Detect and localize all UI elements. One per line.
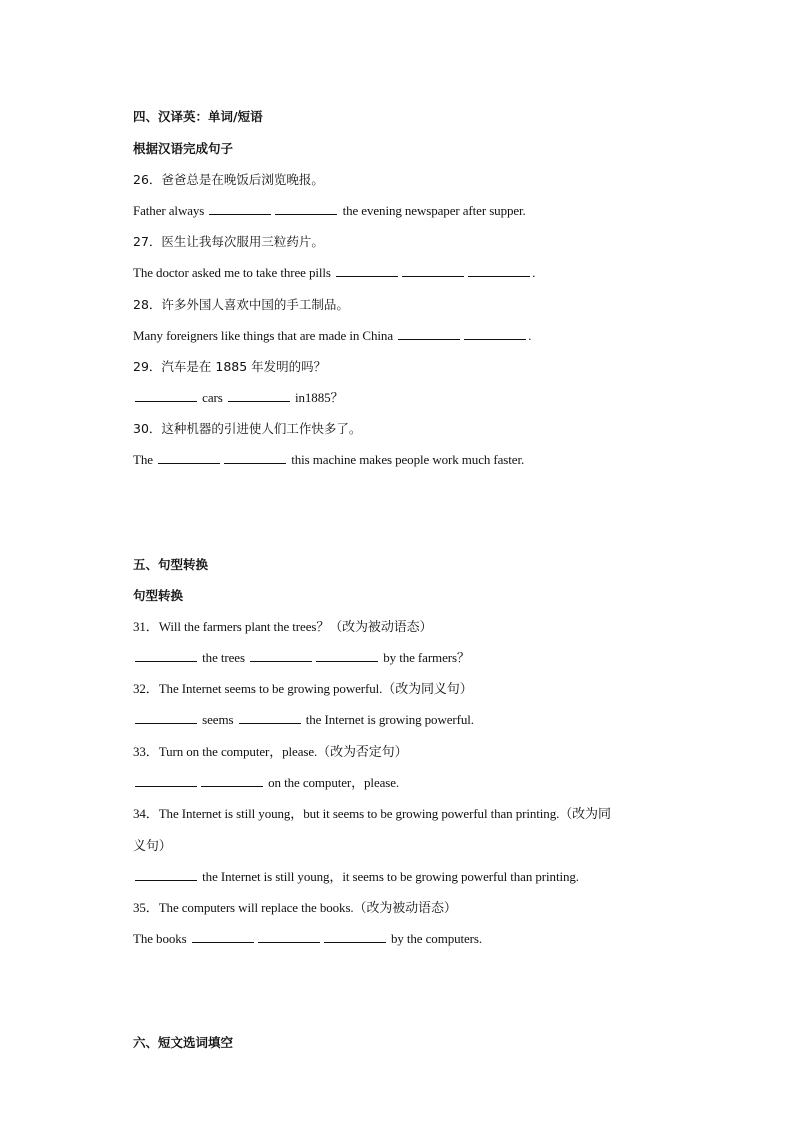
blank[interactable] <box>209 203 271 215</box>
answer-text: Many foreigners like things that are made in China <box>133 328 393 343</box>
answer-text: cars <box>202 390 223 405</box>
blank[interactable] <box>324 931 386 943</box>
answer-27 <box>133 265 535 281</box>
question-27: 27．医生让我每次服用三粒药片。 <box>133 234 324 249</box>
answer-31 <box>133 650 470 666</box>
blank[interactable] <box>468 265 530 277</box>
answer-text: this machine makes people work much faster. <box>291 452 525 467</box>
answer-35 <box>133 931 482 947</box>
section-5-title: 五、句型转换 <box>133 557 209 572</box>
blank[interactable] <box>316 650 378 662</box>
answer-33 <box>133 775 399 791</box>
answer-text: by the computers. <box>390 931 483 946</box>
section-5-subtitle: 句型转换 <box>133 588 184 603</box>
answer-text: The doctor asked me to take three pills <box>133 265 331 280</box>
answer-text: the evening newspaper after supper. <box>342 203 526 218</box>
section-4-subtitle: 根据汉语完成句子 <box>133 141 234 156</box>
blank[interactable] <box>250 650 312 662</box>
blank[interactable] <box>135 650 197 662</box>
answer-text: The <box>133 452 153 467</box>
section-4-title: 四、汉译英：单词/短语 <box>133 109 263 124</box>
blank[interactable] <box>135 712 197 724</box>
blank[interactable] <box>192 931 254 943</box>
answer-text: the trees <box>202 650 245 665</box>
question-28: 28．许多外国人喜欢中国的手工制品。 <box>133 297 349 312</box>
blank[interactable] <box>224 452 286 464</box>
blank[interactable] <box>135 869 197 881</box>
question-35: 35．The computers will replace the books.（改为被动语态） <box>133 900 457 915</box>
answer-text: on the computer，please. <box>268 775 400 790</box>
blank[interactable] <box>398 328 460 340</box>
blank[interactable] <box>135 390 197 402</box>
blank[interactable] <box>239 712 301 724</box>
answer-text: the Internet is growing powerful. <box>305 712 474 727</box>
answer-29 <box>133 390 343 406</box>
blank[interactable] <box>402 265 464 277</box>
answer-text: The books <box>133 931 187 946</box>
answer-26 <box>133 203 526 219</box>
answer-text: in1885？ <box>295 390 344 405</box>
answer-text: by the farmers？ <box>383 650 470 665</box>
question-32: 32．The Internet seems to be growing powerful.（改为同义句） <box>133 681 473 696</box>
question-31: 31．Will the farmers plant the trees？（改为被动语态） <box>133 619 433 634</box>
question-33: 33．Turn on the computer，please.（改为否定句） <box>133 744 408 759</box>
answer-text: seems <box>202 712 234 727</box>
blank[interactable] <box>158 452 220 464</box>
blank[interactable] <box>258 931 320 943</box>
section-6-title: 六、短文选词填空 <box>133 1035 234 1050</box>
blank[interactable] <box>135 775 197 787</box>
question-29: 29．汽车是在 1885 年发明的吗？ <box>133 359 327 374</box>
answer-30 <box>133 452 524 468</box>
answer-text: Father always <box>133 203 205 218</box>
answer-text: . <box>528 328 532 343</box>
blank[interactable] <box>336 265 398 277</box>
answer-32 <box>133 712 474 728</box>
answer-text: the Internet is still young，it seems to be growing powerful than printing. <box>202 869 579 884</box>
answer-28 <box>133 328 531 344</box>
answer-text: . <box>532 265 536 280</box>
answer-34 <box>133 869 579 885</box>
blank[interactable] <box>275 203 337 215</box>
question-34: 34．The Internet is still young，but it seems to be growing powerful than printing.（改为同 <box>133 806 611 821</box>
blank[interactable] <box>201 775 263 787</box>
blank[interactable] <box>228 390 290 402</box>
question-34-cont: 义句） <box>133 838 172 853</box>
blank[interactable] <box>464 328 526 340</box>
question-26: 26．爸爸总是在晚饭后浏览晚报。 <box>133 172 324 187</box>
question-30: 30．这种机器的引进使人们工作快多了。 <box>133 421 362 436</box>
